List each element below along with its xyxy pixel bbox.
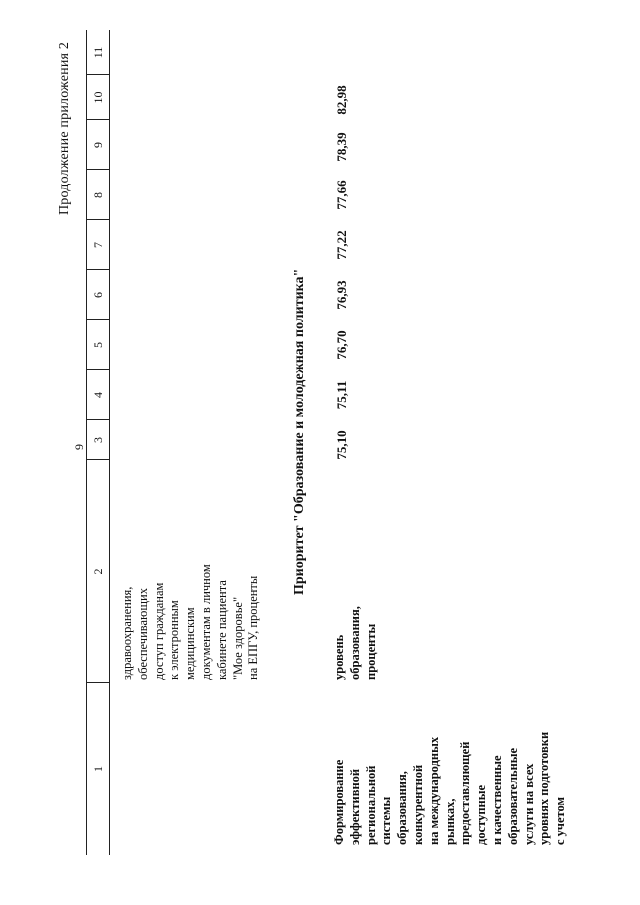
goal-cell: Формирование эффективной региональной системы образования, конкурентной на международных рынках, предоставляющей доступные и качественные образовательные услуги на всех уровнях подготовки с учетом [332, 731, 568, 845]
page-number: 9 [72, 444, 86, 450]
section-title: Приоритет "Образование и молодежная политика" [292, 268, 307, 595]
header-col-1: 1 [90, 766, 105, 772]
value-col-11: 82,98 [334, 85, 349, 115]
header-col-10: 10 [90, 91, 105, 104]
header-col-6: 6 [90, 292, 105, 298]
continuation-label: Продолжение приложения 2 [57, 41, 72, 215]
value-col-8: 77,22 [334, 230, 349, 260]
indicator-cell: уровень образования, проценты [332, 606, 378, 680]
header-col-3: 3 [90, 437, 105, 443]
value-col-6: 76,70 [334, 330, 349, 360]
header-col-7: 7 [90, 242, 105, 248]
header-col-5: 5 [90, 342, 105, 348]
value-col-5: 75,11 [334, 380, 349, 410]
table-header-row [86, 30, 110, 855]
value-col-4: 75,10 [334, 430, 349, 460]
value-col-7: 76,93 [334, 280, 349, 310]
header-col-11: 11 [90, 46, 105, 59]
header-col-4: 4 [90, 392, 105, 398]
header-col-9: 9 [90, 142, 105, 148]
value-col-9: 77,66 [334, 180, 349, 210]
header-col-2: 2 [90, 568, 105, 575]
value-col-10: 78,39 [334, 132, 349, 162]
header-col-8: 8 [90, 192, 105, 198]
continued-indicator-text: здравоохранения, обеспечивающих доступ гражданам к электронным медицинским документам в личном кабинете пациента "Мое здоровье" на ЕПГУ, проценты [120, 564, 261, 680]
